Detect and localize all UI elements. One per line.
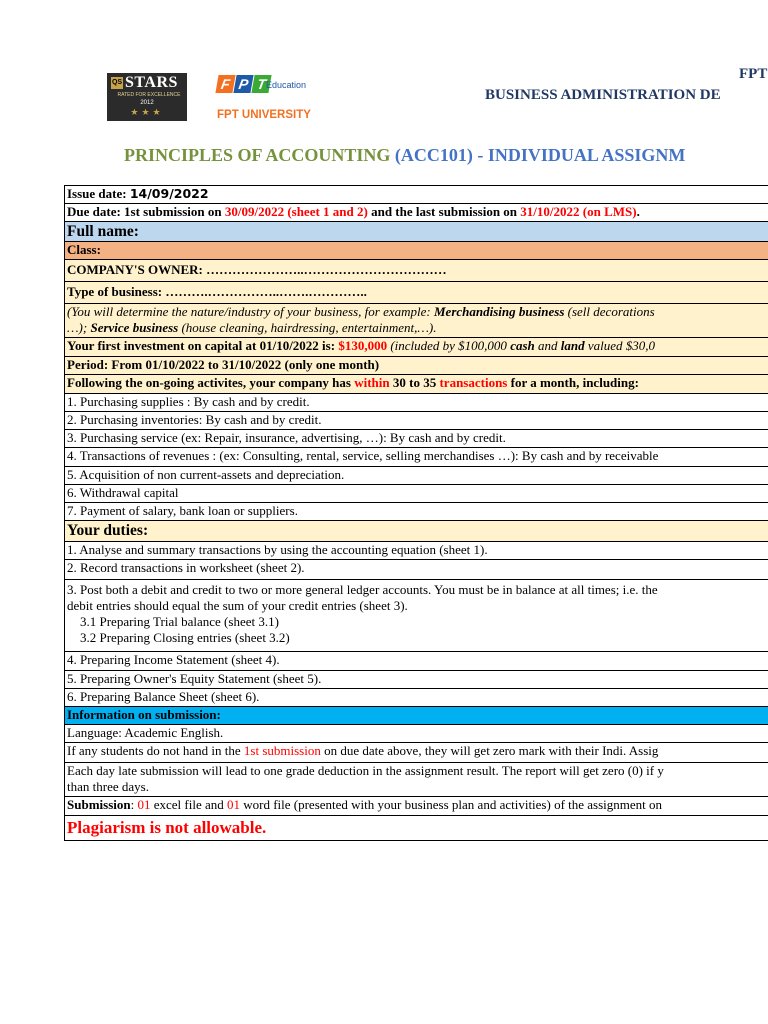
full-name-row: Full name: — [65, 222, 768, 242]
plagiarism-warning: Plagiarism is not allowable. — [65, 816, 768, 841]
fpt-education-label: Education — [266, 80, 307, 90]
transactions-intro-row: Following the on-going activites, your company has within 30 to 35 transactions for a month, including: — [65, 375, 768, 394]
duty-subitem: 3.2 Preparing Closing entries (sheet 3.2) — [80, 630, 290, 645]
activity-item: 5. Acquisition of non current-assets and depreciation. — [65, 467, 768, 485]
header-department: BUSINESS ADMINISTRATION DE — [485, 87, 721, 103]
period-row: Period: From 01/10/2022 to 31/10/2022 (only one month) — [65, 357, 768, 375]
qs-badge: QS — [111, 77, 123, 89]
due-date-row: Due date: 1st submission on 30/09/2022 (sheet 1 and 2) and the last submission on 31/10/2022 (on LMS). — [65, 204, 768, 222]
activity-item: 6. Withdrawal capital — [65, 485, 768, 503]
late-policy-row: If any students do not hand in the 1st submission on due date above, they will get zero mark with their Indi. Assig — [65, 743, 768, 763]
duty-subitem: 3.1 Preparing Trial balance (sheet 3.1) — [80, 614, 279, 629]
duty-item: 5. Preparing Owner's Equity Statement (sheet 5). — [65, 671, 768, 689]
fpt-letter-f: F — [215, 75, 235, 93]
activity-item: 7. Payment of salary, bank loan or suppliers. — [65, 503, 768, 521]
duty-item: 1. Analyse and summary transactions by using the accounting equation (sheet 1). — [65, 542, 768, 560]
stars-wordmark: STARS — [125, 74, 178, 91]
title-course: PRINCIPLES OF ACCOUNTING — [124, 145, 391, 165]
duty-item: 2. Record transactions in worksheet (sheet 2). — [65, 560, 768, 580]
duties-heading: Your duties: — [65, 521, 768, 542]
header-org: FPT — [739, 66, 768, 82]
class-row: Class: — [65, 242, 768, 260]
duty-item: 4. Preparing Income Statement (sheet 4). — [65, 652, 768, 671]
activity-item: 4. Transactions of revenues : (ex: Consulting, rental, service, selling merchandises …): By cash and by receivable — [65, 448, 768, 467]
title-code: (ACC101) — [394, 145, 473, 165]
fpt-letter-p: P — [233, 75, 253, 93]
activity-item: 3. Purchasing service (ex: Repair, insurance, advertising, …): By cash and by credit. — [65, 430, 768, 448]
owner-row: COMPANY'S OWNER: …………………..…………………………… — [65, 260, 768, 282]
rated-year: 2012 — [140, 100, 154, 106]
business-nature-note: (You will determine the nature/industry of your business, for example: Merchandising business (sell decorations …); Service business (house cleaning, hairdressing, entertainment,…). — [65, 304, 768, 338]
investment-row: Your first investment on capital at 01/10/2022 is: $130,000 (included by $100,000 cash and land valued $30,0 — [65, 338, 768, 357]
language-row: Language: Academic English. — [65, 725, 768, 743]
activity-item: 2. Purchasing inventories: By cash and by credit. — [65, 412, 768, 430]
issue-date-row: Issue date: 14/09/2022 — [65, 186, 768, 204]
issue-date-value: 14/09/2022 — [129, 186, 209, 201]
duty-item-posting: 3. Post both a debit and credit to two or more general ledger accounts. You must be in balance at all times; i.e. the debit entries should equal the sum of your credit entries (sheet 3). 3.1 Preparing Trial balance (sheet 3.1) 3.2 Preparing Closing entries (sheet 3.2) — [65, 580, 768, 652]
business-type-row: Type of business: ……….……………..…….………….. — [65, 282, 768, 304]
submission-info-heading: Information on submission: — [65, 707, 768, 725]
page-title — [124, 145, 685, 166]
assignment-sheet — [64, 185, 768, 841]
activity-item: 1. Purchasing supplies : By cash and by credit. — [65, 394, 768, 412]
rated-text: RATED FOR EXCELLENCE — [117, 92, 181, 98]
late-deduction-row: Each day late submission will lead to one grade deduction in the assignment result. The report will get zero (0) if y than three days. — [65, 763, 768, 797]
duty-item: 6. Preparing Balance Sheet (sheet 6). — [65, 689, 768, 707]
star-rating-icon: ★★★ — [130, 108, 164, 118]
qs-stars-logo — [107, 73, 187, 121]
fpt-university-label: FPT UNIVERSITY — [217, 109, 311, 121]
title-rest: - INDIVIDUAL ASSIGNM — [477, 145, 686, 165]
submission-row: Submission: 01 excel file and 01 word file (presented with your business plan and activities) of the assignment on — [65, 797, 768, 816]
fpt-letters — [217, 75, 271, 94]
fpt-letter-t: T — [251, 75, 271, 93]
fpt-education-logo — [217, 75, 327, 123]
